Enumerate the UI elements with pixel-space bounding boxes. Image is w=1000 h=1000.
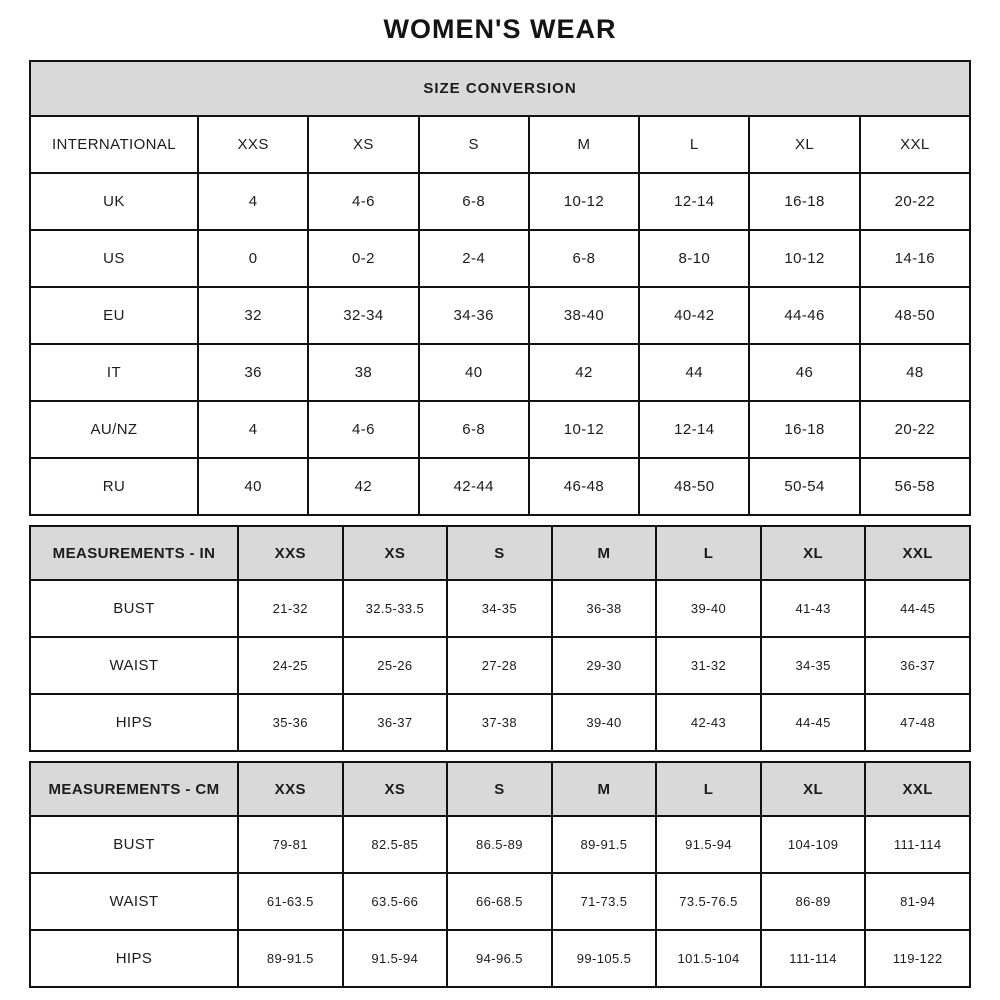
size-column-header: XL — [761, 526, 866, 580]
value-cell: 48-50 — [860, 287, 970, 344]
value-cell: 36 — [198, 344, 308, 401]
row-label-cell: AU/NZ — [30, 401, 198, 458]
value-cell: 40 — [198, 458, 308, 515]
size-column-header: XS — [343, 526, 448, 580]
row-label-cell: IT — [30, 344, 198, 401]
size-column-header: M — [552, 762, 657, 816]
value-cell: 16-18 — [749, 401, 859, 458]
value-cell: 99-105.5 — [552, 930, 657, 987]
value-cell: 42 — [308, 458, 418, 515]
value-cell: 27-28 — [447, 637, 552, 694]
value-cell: 29-30 — [552, 637, 657, 694]
size-column-header: S — [419, 116, 529, 173]
size-column-header: S — [447, 762, 552, 816]
row-label-cell: WAIST — [30, 873, 238, 930]
value-cell: 40-42 — [639, 287, 749, 344]
value-cell: 46-48 — [529, 458, 639, 515]
value-cell: 2-4 — [419, 230, 529, 287]
value-cell: 86.5-89 — [447, 816, 552, 873]
value-cell: 8-10 — [639, 230, 749, 287]
value-cell: 101.5-104 — [656, 930, 761, 987]
value-cell: 44-46 — [749, 287, 859, 344]
value-cell: 16-18 — [749, 173, 859, 230]
value-cell: 119-122 — [865, 930, 970, 987]
table-row — [30, 816, 970, 873]
table-row — [30, 694, 970, 751]
value-cell: 31-32 — [656, 637, 761, 694]
value-cell: 10-12 — [529, 401, 639, 458]
value-cell: 12-14 — [639, 401, 749, 458]
value-cell: 73.5-76.5 — [656, 873, 761, 930]
value-cell: 4-6 — [308, 401, 418, 458]
row-label-cell: US — [30, 230, 198, 287]
value-cell: 4 — [198, 401, 308, 458]
value-cell: 4-6 — [308, 173, 418, 230]
value-cell: 38-40 — [529, 287, 639, 344]
size-column-header: XXL — [860, 116, 970, 173]
value-cell: 91.5-94 — [343, 930, 448, 987]
row-label-cell: BUST — [30, 580, 238, 637]
value-cell: 32.5-33.5 — [343, 580, 448, 637]
size-column-header: XL — [749, 116, 859, 173]
table-row — [30, 230, 970, 287]
value-cell: 46 — [749, 344, 859, 401]
value-cell: 44 — [639, 344, 749, 401]
value-cell: 82.5-85 — [343, 816, 448, 873]
value-cell: 61-63.5 — [238, 873, 343, 930]
value-cell: 12-14 — [639, 173, 749, 230]
table-row — [30, 580, 970, 637]
row-header-label: MEASUREMENTS - CM — [30, 762, 238, 816]
value-cell: 36-37 — [865, 637, 970, 694]
value-cell: 56-58 — [860, 458, 970, 515]
row-label-cell: RU — [30, 458, 198, 515]
value-cell: 6-8 — [419, 401, 529, 458]
size-column-header: XXS — [238, 526, 343, 580]
measurements-in-table — [29, 525, 971, 752]
value-cell: 0-2 — [308, 230, 418, 287]
row-header-label: MEASUREMENTS - IN — [30, 526, 238, 580]
value-cell: 91.5-94 — [656, 816, 761, 873]
measurements-cm-table — [29, 761, 971, 988]
column-header-row — [30, 526, 970, 580]
value-cell: 111-114 — [865, 816, 970, 873]
size-column-header: XS — [343, 762, 448, 816]
size-column-header: XXL — [865, 526, 970, 580]
value-cell: 42-43 — [656, 694, 761, 751]
row-label-cell: HIPS — [30, 694, 238, 751]
value-cell: 89-91.5 — [552, 816, 657, 873]
size-column-header: L — [656, 762, 761, 816]
value-cell: 38 — [308, 344, 418, 401]
value-cell: 42-44 — [419, 458, 529, 515]
size-column-header: XS — [308, 116, 418, 173]
value-cell: 14-16 — [860, 230, 970, 287]
size-column-header: L — [656, 526, 761, 580]
table-row — [30, 401, 970, 458]
value-cell: 10-12 — [749, 230, 859, 287]
size-column-header: XXS — [238, 762, 343, 816]
value-cell: 0 — [198, 230, 308, 287]
value-cell: 24-25 — [238, 637, 343, 694]
value-cell: 66-68.5 — [447, 873, 552, 930]
value-cell: 50-54 — [749, 458, 859, 515]
value-cell: 39-40 — [656, 580, 761, 637]
value-cell: 48-50 — [639, 458, 749, 515]
value-cell: 34-35 — [447, 580, 552, 637]
size-column-header: M — [529, 116, 639, 173]
row-header-label: INTERNATIONAL — [30, 116, 198, 173]
value-cell: 10-12 — [529, 173, 639, 230]
size-column-header: L — [639, 116, 749, 173]
value-cell: 20-22 — [860, 173, 970, 230]
row-label-cell: HIPS — [30, 930, 238, 987]
value-cell: 36-38 — [552, 580, 657, 637]
size-column-header: M — [552, 526, 657, 580]
value-cell: 63.5-66 — [343, 873, 448, 930]
table-title-row — [30, 61, 970, 116]
column-header-row — [30, 762, 970, 816]
value-cell: 39-40 — [552, 694, 657, 751]
value-cell: 6-8 — [529, 230, 639, 287]
value-cell: 41-43 — [761, 580, 866, 637]
table-row — [30, 637, 970, 694]
table-title: SIZE CONVERSION — [30, 61, 970, 116]
size-column-header: S — [447, 526, 552, 580]
value-cell: 42 — [529, 344, 639, 401]
table-row — [30, 873, 970, 930]
value-cell: 111-114 — [761, 930, 866, 987]
value-cell: 20-22 — [860, 401, 970, 458]
value-cell: 6-8 — [419, 173, 529, 230]
value-cell: 94-96.5 — [447, 930, 552, 987]
row-label-cell: UK — [30, 173, 198, 230]
value-cell: 104-109 — [761, 816, 866, 873]
size-column-header: XXS — [198, 116, 308, 173]
row-label-cell: BUST — [30, 816, 238, 873]
value-cell: 86-89 — [761, 873, 866, 930]
size-conversion-table — [29, 60, 971, 516]
size-column-header: XL — [761, 762, 866, 816]
size-column-header: XXL — [865, 762, 970, 816]
table-row — [30, 344, 970, 401]
value-cell: 81-94 — [865, 873, 970, 930]
value-cell: 36-37 — [343, 694, 448, 751]
table-row — [30, 930, 970, 987]
value-cell: 34-36 — [419, 287, 529, 344]
value-cell: 48 — [860, 344, 970, 401]
value-cell: 37-38 — [447, 694, 552, 751]
row-label-cell: WAIST — [30, 637, 238, 694]
value-cell: 25-26 — [343, 637, 448, 694]
value-cell: 44-45 — [865, 580, 970, 637]
value-cell: 35-36 — [238, 694, 343, 751]
page-title: WOMEN'S WEAR — [383, 14, 617, 44]
value-cell: 32 — [198, 287, 308, 344]
row-label-cell: EU — [30, 287, 198, 344]
table-row — [30, 173, 970, 230]
value-cell: 47-48 — [865, 694, 970, 751]
value-cell: 34-35 — [761, 637, 866, 694]
value-cell: 4 — [198, 173, 308, 230]
table-row — [30, 458, 970, 515]
value-cell: 32-34 — [308, 287, 418, 344]
column-header-row — [30, 116, 970, 173]
value-cell: 40 — [419, 344, 529, 401]
value-cell: 79-81 — [238, 816, 343, 873]
value-cell: 44-45 — [761, 694, 866, 751]
value-cell: 21-32 — [238, 580, 343, 637]
value-cell: 89-91.5 — [238, 930, 343, 987]
table-row — [30, 287, 970, 344]
value-cell: 71-73.5 — [552, 873, 657, 930]
